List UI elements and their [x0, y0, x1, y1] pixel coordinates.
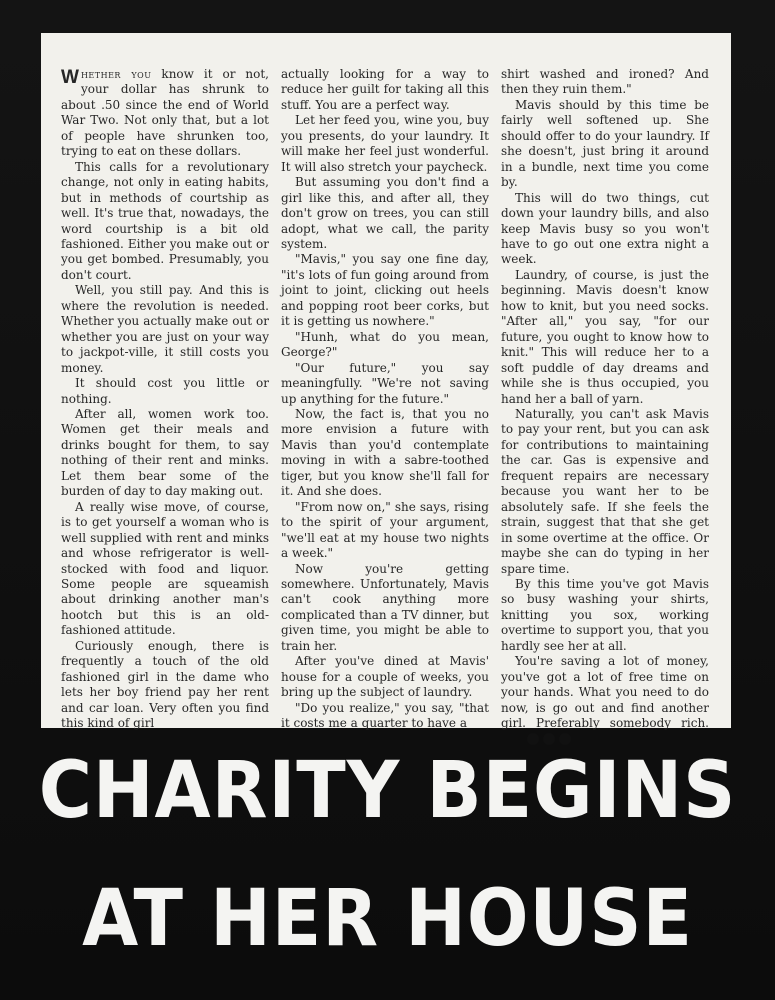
paragraph-text: Well, you still pay. And this is where the revolution is needed. Whether you actually make out or whether you are just on your way to jackpot-ville, it still costs you money. [61, 283, 269, 375]
paragraph-text: By this time you've got Mavis so busy washing your shirts, knitting you sox, working overtime to support you, that you hardly see her at all. [501, 576, 709, 653]
paragraph-text: Mavis should by this time be fairly well softened up. She should offer to do your laundry. If she doesn't, just bring it around in a bundle, next time you come by. [501, 97, 709, 190]
article-paragraph [281, 252, 489, 329]
article-paragraph [281, 701, 489, 732]
paragraph-text: But assuming you don't find a girl like this, and after all, they don't grow on trees, you can still adopt, what we call, the parity system. [281, 175, 489, 251]
paragraph-text: know it or not, your dollar has shrunk to about .50 since the end of World War Two. Not only that, but a lot of people have shrunken too, trying to eat on these dollars. [61, 67, 269, 159]
opening-smallcaps: hether you [80, 67, 152, 81]
paragraph-text: After all, women work too. Women get their meals and drinks bought for them, to say nothing of their rent and minks. Let them bear some of the burden of day to day making out. [61, 406, 269, 499]
paragraph-text: Laundry, of course, is just the beginning. Mavis doesn't know how to knit, but you need socks. "After all," you say, "for our future, you ought to know how to knit." This will reduce her to a soft puddle of day dreams and while she is thus occupied, you hand her a ball of yarn. [501, 267, 709, 406]
article-paragraph [61, 639, 269, 732]
paragraph-text: Naturally, you can't ask Mavis to pay your rent, but you can ask for contributions to maintaining the car. Gas is expensive and frequent repairs are necessary because you want her to be absolutely safe. If she feels the strain, suggest that that she get in some overtime at the office. Or maybe she can do typing in her spare time. [501, 406, 709, 576]
article-column-1 [61, 67, 269, 731]
article-paragraph [281, 330, 489, 361]
article-paragraph [61, 500, 269, 639]
headline-line-1: CHARITY BEGINS [38, 746, 737, 836]
end-dot-icon [559, 733, 571, 745]
paragraph-text: It should cost you little or nothing. [61, 376, 269, 406]
article-paragraph [501, 577, 709, 654]
article-paragraph [281, 654, 489, 700]
paragraph-text: "Hunh, what do you mean, George?" [281, 329, 489, 360]
article-paragraph [501, 67, 709, 98]
article-paragraph [281, 361, 489, 407]
article-paragraph [501, 268, 709, 407]
end-of-article-dots [509, 731, 571, 746]
paragraph-text: "From now on," she says, rising to the spirit of your argument, "we'll eat at my house two nights a week." [281, 499, 489, 561]
paragraph-text: This calls for a revolutionary change, not only in eating habits, but in methods of courtship as well. It's true that, nowadays, the word courtship is a bit old fashioned. Either you make out or you get bombed. Presumably, you don't court. [61, 159, 269, 282]
drop-cap: W [61, 67, 79, 88]
article-paragraph [281, 113, 489, 175]
paragraph-text: actually looking for a way to reduce her guilt for taking all this stuff. You are a perfect way. [281, 67, 489, 112]
paragraph-text: Now you're getting somewhere. Unfortunately, Mavis can't cook anything more complicated than a TV dinner, but given time, you might be able to train her. [281, 561, 489, 653]
article-paragraph [61, 376, 269, 407]
paragraph-text: "Mavis," you say one fine day, "it's lots of fun going around from joint to joint, clicking out heels and popping root beer corks, but it is getting us nowhere." [281, 252, 489, 329]
article-text-panel [41, 33, 731, 731]
article-paragraph [281, 500, 489, 562]
article-column-3 [501, 67, 709, 731]
article-paragraph [501, 98, 709, 191]
paragraph-text: You're saving a lot of money, you've got a lot of free time on your hands. What you need to do now, is go out and find another girl. Preferably somebody rich. [501, 654, 709, 731]
headline-line-2: AT HER HOUSE [82, 874, 693, 964]
paragraph-text: Curiously enough, there is frequently a touch of the old fashioned girl in the dame who lets her boy friend pay her rent and car loan. Very often you find this kind of girl [61, 638, 269, 731]
article-column-2 [281, 67, 489, 731]
paragraph-text: Now, the fact is, that you no more envision a future with Mavis than you'd contemplate moving in with a sabre-toothed tiger, but you know she'll fall for it. And she does. [281, 406, 489, 499]
article-paragraph [61, 160, 269, 284]
article-paragraph [501, 407, 709, 577]
article-paragraph [501, 191, 709, 268]
paragraph-text: "Our future," you say meaningfully. "We're not saving up anything for the future." [281, 360, 489, 406]
article-paragraph [281, 67, 489, 113]
article-paragraph [61, 67, 269, 160]
paragraph-text: Let her feed you, wine you, buy you presents, do your laundry. It will make her feel just wonderful. It will also stretch your paycheck. [281, 113, 489, 174]
paragraph-text: After you've dined at Mavis' house for a couple of weeks, you bring up the subject of laundry. [281, 654, 489, 700]
article-paragraph [281, 407, 489, 500]
end-dot-icon [527, 733, 539, 745]
article-paragraph [281, 562, 489, 655]
paragraph-text: A really wise move, of course, is to get yourself a woman who is well supplied with rent and minks and whose refrigerator is well-stocked with food and liquor. Some people are squeamish about drinking another man's hootch but this is an old-fashioned attitude. [61, 499, 269, 638]
paragraph-text: shirt washed and ironed? And then they ruin them." [501, 67, 709, 97]
article-paragraph [281, 175, 489, 252]
article-paragraph [61, 407, 269, 500]
paragraph-text: "Do you realize," you say, "that it costs me a quarter to have a [281, 700, 489, 731]
end-dot-icon [543, 733, 555, 745]
paragraph-text: This will do two things, cut down your laundry bills, and also keep Mavis busy so you won't have to go out one extra night a week. [501, 190, 709, 267]
article-paragraph [61, 283, 269, 376]
article-paragraph [501, 654, 709, 747]
